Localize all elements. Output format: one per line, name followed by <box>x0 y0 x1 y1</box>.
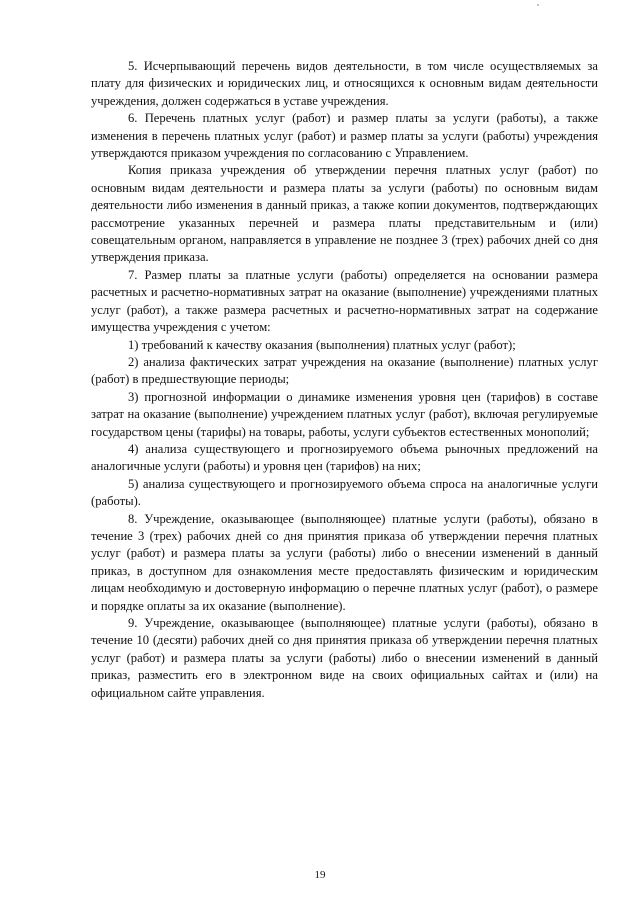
paragraph-item-5: 5. Исчерпывающий перечень видов деятельности, в том числе осуществляемых за плату для физических и юридических лиц, и относящихся к основным видам деятельности учреждения, должен содержаться в уставе учреждения. <box>91 59 598 108</box>
list-item-4: 4) анализа существующего и прогнозируемого объема рыночных предложений на аналогичные услуги (работы) и уровня цен (тарифов) на них; <box>91 441 598 474</box>
list-item-5: 5) анализа существующего и прогнозируемого объема спроса на аналогичные услуги (работы). <box>91 476 598 509</box>
list-item-1: 1) требований к качеству оказания (выполнения) платных услуг (работ); <box>128 337 516 352</box>
page-number: 19 <box>314 869 326 881</box>
paragraph-item-8: 8. Учреждение, оказывающее (выполняющее) платные услуги (работы), обязано в течение 3 (трех) рабочих дней со дня принятия приказа об утверждении перечня платных услуг (работ) и размера платы за услуги (работы) либо о внесении изменений в данный приказ, в доступном для ознакомления месте предоставлять физическим и юридическим лицам необходимую и достоверную информацию о перечне платных услуг (работ), о размере и порядке оплаты за их оказание (выполнение). <box>91 511 598 613</box>
scan-speck <box>537 4 539 6</box>
paragraph-item-9: 9. Учреждение, оказывающее (выполняющее) платные услуги (работы), обязано в течение 10 (десяти) рабочих дней со дня принятия приказа об утверждении перечня платных услуг (работ) и размера платы за услуги (работы) либо о внесении изменений в данный приказ, разместить его в электронном виде на своих официальных сайтах и (или) на официальном сайте управления. <box>91 616 598 700</box>
list-item-2: 2) анализа фактических затрат учреждения на оказание (выполнение) платных услуг (работ) в предшествующие периоды; <box>91 354 598 387</box>
list-item-3: 3) прогнозной информации о динамике изменения уровня цен (тарифов) в составе затрат на оказание (выполнение) учреждением платных услуг (работ), включая регулируемые государством цены (тарифы) на товары, работы, услуги субъектов естественных монополий; <box>91 389 598 439</box>
paragraph-item-6: 6. Перечень платных услуг (работ) и размер платы за услуги (работы), а также изменения в перечень платных услуг (работ) и размер платы за услуги (работы) учреждения утверждаются приказом учреждения по согласованию с Управлением. <box>91 111 598 161</box>
paragraph-order-copy: Копия приказа учреждения об утверждении перечня платных услуг (работ) по основным видам деятельности и размера платы за услуги (работы) по основным видам деятельности либо изменения в данный приказ, а также копии документов, подтверждающих рассмотрение указанных перечней и размера платы представительным и (или) совещательным органом, направляется в управление не позднее 3 (трех) рабочих дней со дня утверждения приказа. <box>91 163 598 265</box>
paragraph-item-7: 7. Размер платы за платные услуги (работы) определяется на основании размера расчетных и расчетно-нормативных затрат на оказание (выполнение) учреждениями платных услуг (работ), а также размера расчетных и расчетно-нормативных затрат на содержание имущества учреждения с учетом: <box>91 267 598 335</box>
document-body <box>91 58 598 702</box>
